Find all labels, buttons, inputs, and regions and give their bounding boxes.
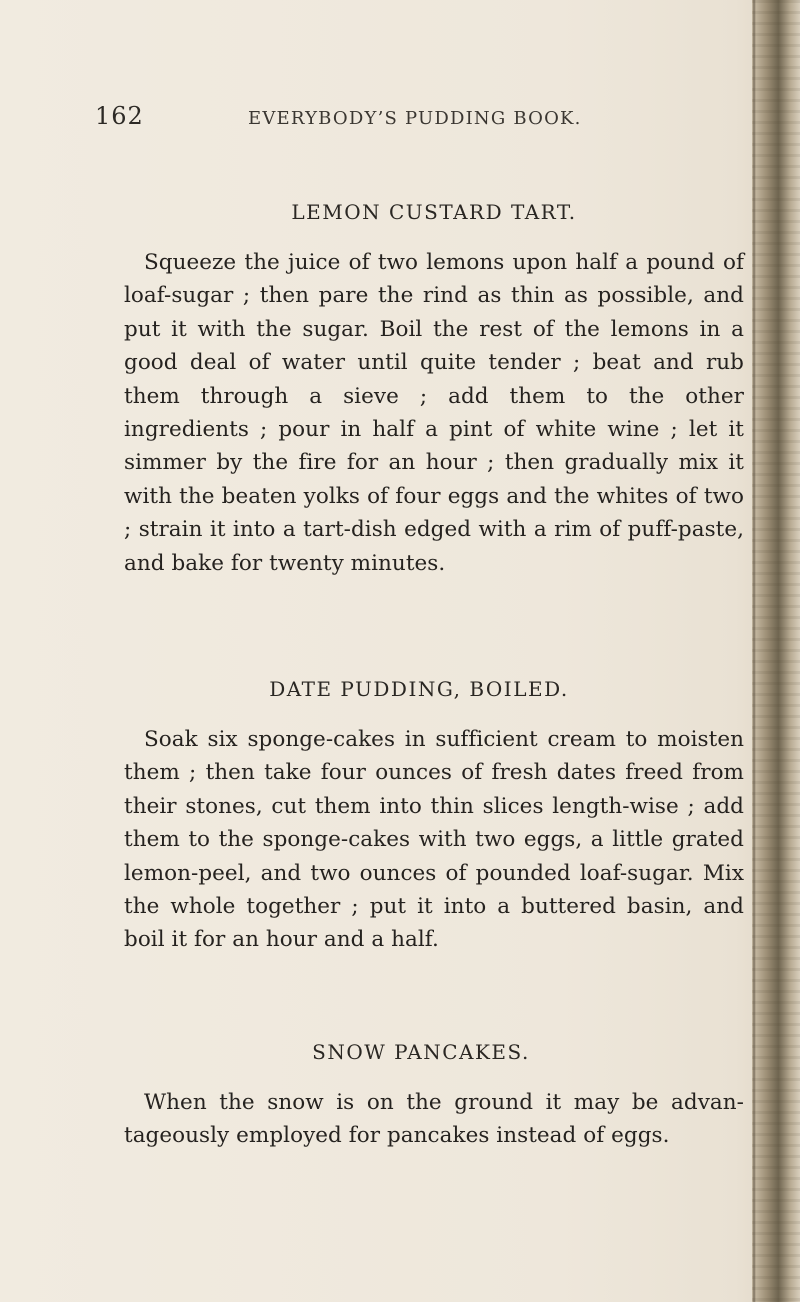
running-head: EVERYBODY’S PUDDING BOOK.	[248, 108, 582, 129]
recipe-title: DATE PUDDING, BOILED.	[269, 677, 569, 701]
page-header	[95, 102, 745, 142]
recipe-body: Squeeze the juice of two lemons upon half a pound of loaf-sugar ; then pare the rind as thin as possible, and put it with the sugar. Boil the rest of the lemons in a good deal of water until quite tender ; beat and rub them through a sieve ; add them to the other ingredients ; pour in half a pint of white wine ; let it simmer by the fire for an hour ; then gradually mix it with the beaten yolks of four eggs and the whites of two ; strain it into a tart-dish edged with a rim of puff-paste, and bake for twenty minutes.	[124, 250, 744, 576]
recipe-snow-pancakes	[124, 1040, 744, 1153]
recipe-date-pudding-boiled	[124, 677, 744, 957]
page-number: 162	[95, 102, 144, 130]
gutter-shadow	[752, 0, 756, 1302]
book-spine-gutter	[752, 0, 800, 1302]
recipe-body: Soak six sponge-cakes in sufficient cream to moisten them ; then take four ounces of fresh dates freed from their stones, cut them into thin slices length-wise ; add them to the sponge-cakes with two eggs, a little grated lemon-peel, and two ounces of pounded loaf-sugar. Mix the whole together ; put it into a buttered basin, and boil it for an hour and a half.	[124, 727, 744, 953]
recipe-title: SNOW PANCAKES.	[312, 1040, 530, 1064]
recipe-body: When the snow is on the ground it may be advan-tageously employed for pancakes instead of eggs.	[124, 1090, 744, 1149]
recipe-lemon-custard-tart	[124, 200, 744, 580]
recipe-title: LEMON CUSTARD TART.	[291, 200, 577, 224]
